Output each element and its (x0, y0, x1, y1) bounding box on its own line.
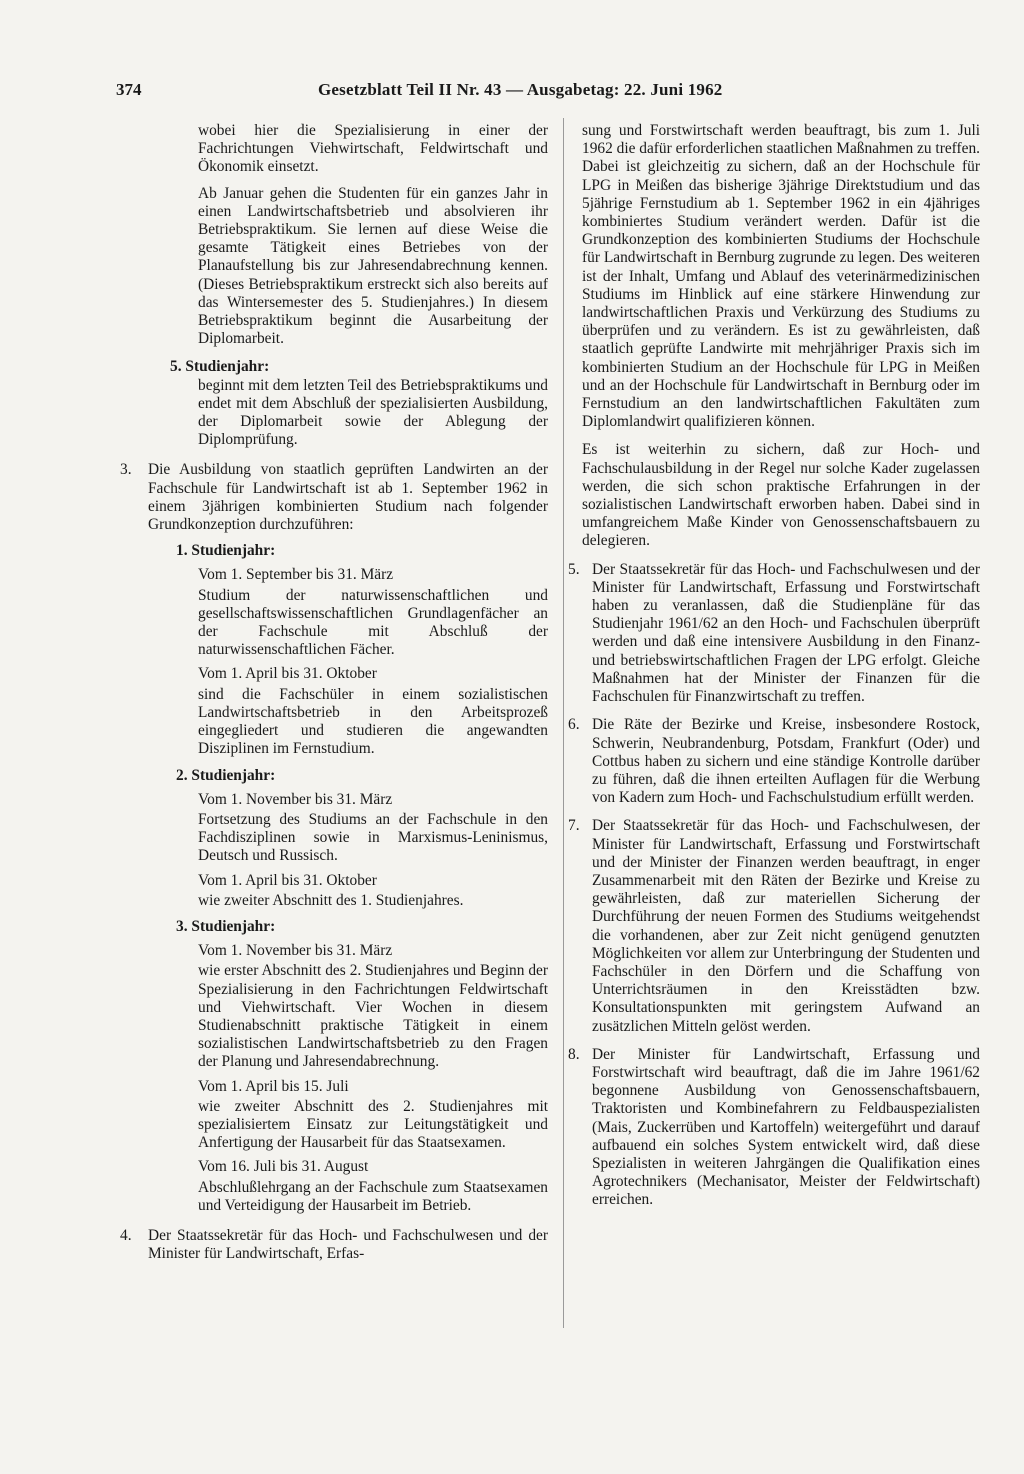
paragraph: Fortsetzung des Studiums an der Fachschule in den Fachdisziplinen sowie in Marxismus-Leninismus, Deutsch und Russisch. (198, 810, 548, 865)
paragraph: wie erster Abschnitt des 2. Studienjahres und Beginn der Spezialisierung in den Fachrichtungen Feldwirtschaft und Viehwirtschaft. Vier Wochen in diesem Studienabschnitt praktische Tätigkeit in einem sozialistischen Landwirtschaftsbetrieb zu den Fragen der Planung und Jahresendabrechnung. (198, 962, 548, 1071)
page-header-title: Gesetzblatt Teil II Nr. 43 — Ausgabetag: 22. Juni 1962 (318, 80, 723, 99)
right-column (568, 122, 980, 1218)
paragraph: wie zweiter Abschnitt des 1. Studienjahres. (198, 891, 464, 909)
paragraph: sung und Forstwirtschaft werden beauftragt, bis zum 1. Juli 1962 die dafür erforderlichen staatlichen Maßnahmen zu treffen. Dabei ist gleichzeitig zu sichern, daß an der Hochschule für LPG in Meißen das bisherige 3jährige Direktstudium und das 5jährige Fernstudium ab 1. September 1962 in ein 4jähriges kombiniertes Studium verändert werden. Dafür ist die Grundkonzeption des kombinierten Studiums der Hochschule für Landwirtschaft in Bernburg zugrunde zu legen. Des weiteren ist der Inhalt, Umfang und Ablauf des veterinärmedizinischen Studiums im Hinblick auf eine stärkere Hinwendung zur landwirtschaftlichen Praxis und Verkürzung des Studiums zu überprüfen und zu verändern. Es ist zu gewährleisten, daß staatlich geprüfte Landwirte mit mehrjähriger Praxis sich im kombinierten Studium an der Hochschule für LPG in Meißen und an der Hochschule für Landwirtschaft in Bernburg oder im Fernstudium an den landwirtschaftlichen Fakultäten zum Diplomlandwirt qualifizieren können. (582, 122, 980, 431)
column-divider (563, 118, 564, 1328)
list-item-number: 5. (568, 560, 580, 578)
paragraph: Ab Januar gehen die Studenten für ein ganzes Jahr in einen Landwirtschaftsbetrieb und absolvieren ihr Betriebspraktikum. Sie lernen auf diese Weise die gesamte Tätigkeit eines Betriebes von der Planaufstellung bis zur Jahresendabrechnung kennen. (Dieses Betriebspraktikum erstreckt sich also bereits auf das Wintersemester des 5. Studienjahres.) In diesem Betriebspraktikum beginnt die Ausarbeitung der Diplomarbeit. (198, 184, 548, 348)
list-item-text: Der Staatssekretär für das Hoch- und Fachschulwesen und der Minister für Landwirtschaft, Erfas- (148, 1226, 548, 1263)
date-range: Vom 1. September bis 31. März (198, 566, 394, 584)
date-range: Vom 1. November bis 31. März (198, 790, 393, 808)
paragraph: wie zweiter Abschnitt des 2. Studienjahres mit spezialisiertem Einsatz zur Leitungstätigkeit und Anfertigung der Hausarbeit für das Staatsexamen. (198, 1097, 548, 1152)
section-heading: 5. Studienjahr: (170, 358, 270, 376)
page-number: 374 (116, 80, 142, 99)
date-range: Vom 1. April bis 31. Oktober (198, 665, 377, 683)
paragraph: Es ist weiterhin zu sichern, daß zur Hoch- und Fachschulausbildung in der Regel nur solche Kader zugelassen werden, die sich schon praktische Erfahrungen in der sozialistischen Landwirtschaft erworben haben. Dabei sind in umfangreichem Maße Kinder von Genossenschaftsbauern zu delegieren. (582, 441, 980, 550)
section-heading: 1. Studienjahr: (176, 542, 276, 560)
list-item-text: Die Ausbildung von staatlich geprüften Landwirten an der Fachschule für Landwirtschaft ist ab 1. September 1962 in einem 3jährigen kombinierten Studium nach folgender Grundkonzeption durchzuführen: (148, 461, 548, 534)
list-item-text: Die Räte der Bezirke und Kreise, insbesondere Rostock, Schwerin, Neubrandenburg, Potsdam, Frankfurt (Oder) und Cottbus haben zu sichern und eine ständige Kontrolle darüber zu führen, daß die ihnen erteilten Auflagen für die Werbung von Kadern zum Hoch- und Fachschulstudium erfüllt werden. (592, 716, 980, 807)
list-item (568, 560, 980, 707)
date-range: Vom 1. April bis 15. Juli (198, 1077, 349, 1095)
list-item-text: Der Minister für Landwirtschaft, Erfassung und Forstwirtschaft wird beauftragt, daß die im Jahre 1961/62 begonnene Ausbildung von Genossenschaftsbauern, Traktoristen und Kombinefahrern zu Feldbauspezialisten (Mais, Zuckerrüben und Kartoffeln) weitergeführt und darauf aufbauend ein solches System entwickelt wird, daß diese Spezialisten in weiteren Jahrgängen die Qualifikation eines Agrotechnikers (Mechanisator, Meister der Feldwirtschaft) erreichen. (592, 1045, 980, 1209)
left-column (108, 122, 548, 1271)
paragraph: Abschlußlehrgang an der Fachschule zum Staatsexamen und Verteidigung der Hausarbeit im Betrieb. (198, 1178, 548, 1214)
list-item (568, 817, 980, 1035)
list-item-text: Der Staatssekretär für das Hoch- und Fachschulwesen und der Minister für Landwirtschaft, Erfassung und Forstwirtschaft haben zu veranlassen, daß die Studienpläne für das Studienjahr 1961/62 an den Hoch- und Fachschulen überprüft werden und daß eine intensivere Ausbildung in den Finanz- und betriebswirtschaftlichen Fragen der LPG erfolgt. Gleiche Maßnahmen hat der Minister der Finanzen für die Fachschulen für Finanzwirtschaft zu treffen. (592, 560, 980, 706)
list-item (568, 716, 980, 807)
section-heading: 3. Studienjahr: (176, 917, 276, 935)
date-range: Vom 16. Juli bis 31. August (198, 1158, 369, 1176)
list-item-number: 6. (568, 716, 580, 734)
list-item-number: 3. (120, 461, 132, 479)
list-item-number: 7. (568, 817, 580, 835)
section-heading: 2. Studienjahr: (176, 766, 276, 784)
list-item (108, 461, 548, 534)
list-item (108, 1227, 548, 1263)
list-item-text: Der Staatssekretär für das Hoch- und Fachschulwesen, der Minister für Landwirtschaft, Erfassung und Forstwirtschaft und der Minister der Finanzen werden beauftragt, in enger Zusammenarbeit mit den Räten der Bezirke und Kreise zu gewährleisten, daß zur materiellen Sicherung der Durchführung der neuen Formen des Studiums weitgehendst die vorhandenen, aber zur Zeit nicht genügend genutzten Möglichkeiten vor allem zur Unterbringung der Studenten und Fachschüler in den Dörfern und die Schaffung von Unterrichtsräumen in den Kreisstädten bzw. Konsultationspunkten mit geringstem Aufwand an zusätzlichen Mitteln gelöst werden. (592, 817, 980, 1035)
paragraph: sind die Fachschüler in einem sozialistischen Landwirtschaftsbetrieb in den Arbeitsprozeß eingegliedert und studieren die angewandten Disziplinen im Fernstudium. (198, 685, 548, 758)
list-item-number: 8. (568, 1045, 580, 1063)
paragraph: wobei hier die Spezialisierung in einer der Fachrichtungen Viehwirtschaft, Feldwirtschaft und Ökonomik einsetzt. (198, 122, 548, 176)
date-range: Vom 1. April bis 31. Oktober (198, 871, 377, 889)
list-item-number: 4. (120, 1226, 132, 1244)
list-item (568, 1045, 980, 1210)
paragraph: beginnt mit dem letzten Teil des Betriebspraktikums und endet mit dem Abschluß der spezialisierten Ausbildung, der Diplomarbeit sowie der Ablegung der Diplomprüfung. (198, 376, 548, 449)
date-range: Vom 1. November bis 31. März (198, 942, 393, 960)
paragraph: Studium der naturwissenschaftlichen und gesellschaftswissenschaftlichen Grundlagenfächer an der Fachschule mit Abschluß der naturwissenschaftlichen Fächer. (198, 586, 548, 659)
